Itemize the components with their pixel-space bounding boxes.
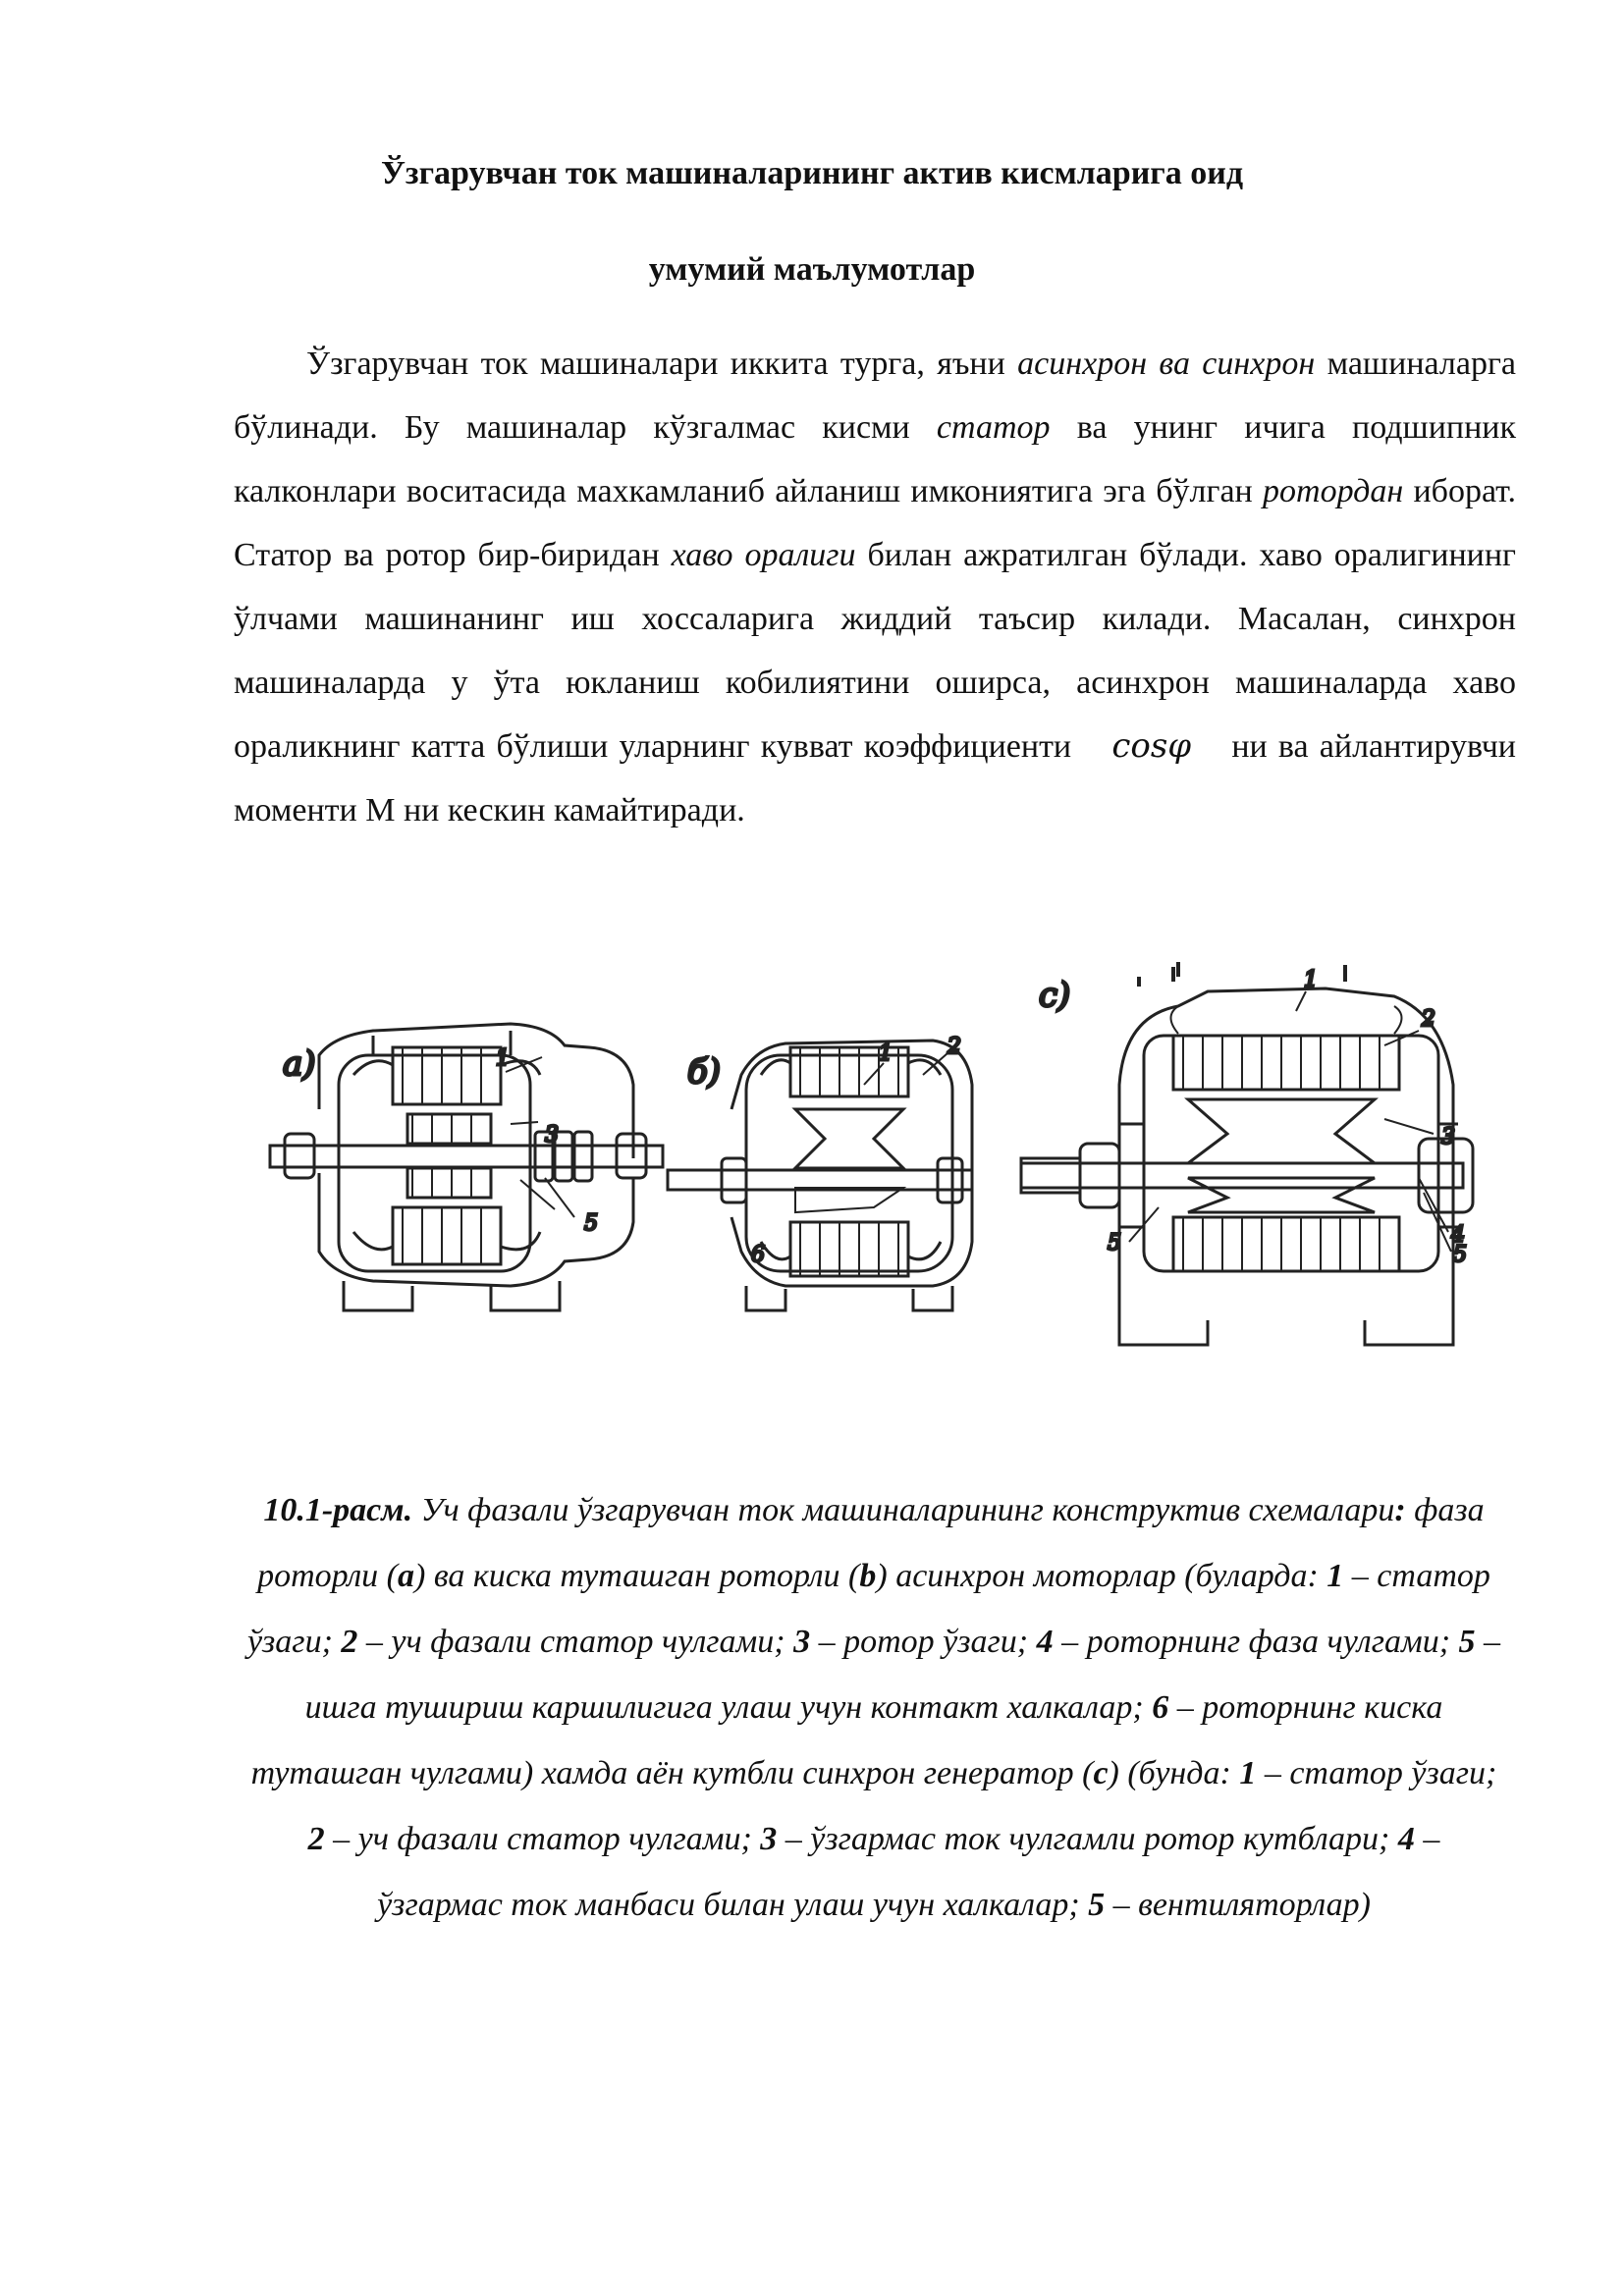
body-text: Ўзгарувчан ток машиналари иккита турга, яъни xyxy=(306,346,1018,382)
caption-text: – ўзгармас ток манбаси билан улаш учун халкалар; xyxy=(377,1821,1440,1923)
callout-4: 4 xyxy=(1451,1223,1465,1248)
body-text: ва унинг ичига подшипник калконлари воситасида махкамланиб айланиш имкониятига эга бўлган xyxy=(234,409,1516,509)
title-line-2: умумий маълумотлар xyxy=(648,251,976,288)
caption-num-5-c: 5 xyxy=(1088,1887,1106,1923)
label-b: б) xyxy=(687,1052,722,1092)
caption-number: 10.1-расм. xyxy=(263,1492,413,1528)
caption-text: – уч фазали статор чулгами; xyxy=(357,1624,794,1660)
caption-text: Уч фазали ўзгарувчан ток машиналарининг конструктив схемалари xyxy=(412,1492,1395,1528)
title-line-1: Ўзгарувчан ток машиналарининг актив кисмларига оид xyxy=(380,155,1244,191)
caption-num-4: 4 xyxy=(1036,1624,1054,1660)
caption-key-c: c xyxy=(1093,1755,1109,1791)
machine-a-drawing xyxy=(270,1024,663,1310)
caption-key-b: b xyxy=(859,1558,877,1594)
body-paragraph xyxy=(234,332,1516,842)
callout-1-b: 1 xyxy=(879,1041,893,1066)
caption-text: – уч фазали статор чулгами; xyxy=(324,1821,761,1857)
caption-text: – статор ўзаги; xyxy=(246,1558,1490,1660)
callout-5-c: 5 xyxy=(1453,1243,1467,1267)
caption-text: – ротор ўзаги; xyxy=(810,1624,1037,1660)
caption-text: – ўзгармас ток чулгамли ротор кутблари; xyxy=(777,1821,1398,1857)
caption-text: ) асинхрон моторлар (буларда: xyxy=(876,1558,1327,1594)
caption-num-6: 6 xyxy=(1152,1689,1169,1726)
machine-b-drawing xyxy=(668,1035,972,1310)
machines-figure xyxy=(0,937,1624,1409)
caption-num-1: 1 xyxy=(1326,1558,1344,1594)
caption-num-4-c: 4 xyxy=(1397,1821,1415,1857)
label-c: с) xyxy=(1039,976,1071,1015)
body-text: билан ажратилган бўлади. хаво оралигининг ўлчами машинанинг иш хоссаларига жиддий таъсир килади. Масалан, синхрон машиналарда у ўта юкланиш кобилиятини оширса, асинхрон машиналарда хаво ораликнинг катта бўлиши уларнинг кувват коэффициенти xyxy=(234,537,1516,765)
body-text: ни ва айлантирувчи моменти М ни кескин камайтиради. xyxy=(234,728,1516,828)
body-italic-term: хаво оралиги xyxy=(671,537,856,573)
caption-num-3-c: 3 xyxy=(760,1821,778,1857)
body-italic-term: ротордан xyxy=(1263,473,1404,509)
caption-num-2-c: 2 xyxy=(307,1821,325,1857)
body-italic-term: асинхрон ва синхрон xyxy=(1017,346,1316,382)
body-text: машиналарга бўлинади. Бу машиналар кўзгалмас кисми xyxy=(234,346,1516,446)
callout-2: 2 xyxy=(947,1035,961,1059)
caption-text: – роторнинг фаза чулгами; xyxy=(1053,1624,1459,1660)
caption-text: – вентиляторлар) xyxy=(1105,1887,1371,1923)
caption-num-2: 2 xyxy=(341,1624,358,1660)
caption-num-1-c: 1 xyxy=(1239,1755,1257,1791)
callout-3: 3 xyxy=(545,1123,559,1148)
callout-5: 5 xyxy=(584,1211,598,1236)
caption-num-5: 5 xyxy=(1458,1624,1476,1660)
label-a: а) xyxy=(283,1044,316,1084)
callout-2-c: 2 xyxy=(1422,1007,1435,1032)
callout-6: 6 xyxy=(751,1243,765,1267)
machine-c-drawing xyxy=(1021,962,1473,1345)
callout-1: 1 xyxy=(496,1046,510,1071)
caption-num-3: 3 xyxy=(793,1624,811,1660)
callout-1-c: 1 xyxy=(1304,968,1318,992)
figure-caption xyxy=(245,1477,1502,1938)
caption-text: – ишга тушириш каршилигига улаш учун контакт халкалар; xyxy=(304,1624,1501,1726)
body-italic-term: статор xyxy=(936,409,1051,446)
cos-phi-formula: cosφ xyxy=(1111,726,1192,766)
caption-text: ) ва киска туташган роторли ( xyxy=(414,1558,860,1594)
caption-text: ) (бунда: xyxy=(1108,1755,1240,1791)
caption-key-a: a xyxy=(398,1558,414,1594)
body-text: иборат. Статор ва ротор бир-биридан xyxy=(234,473,1516,573)
callout-3-c: 3 xyxy=(1441,1125,1455,1149)
caption-text: – роторнинг киска туташган чулгами) хамда аён кутбли синхрон генератор ( xyxy=(250,1689,1443,1791)
caption-text: – статор ўзаги; xyxy=(1256,1755,1497,1791)
caption-colon: : xyxy=(1394,1492,1406,1528)
callout-5-c-left: 5 xyxy=(1108,1231,1121,1255)
caption-text: фаза роторли ( xyxy=(257,1492,1485,1594)
